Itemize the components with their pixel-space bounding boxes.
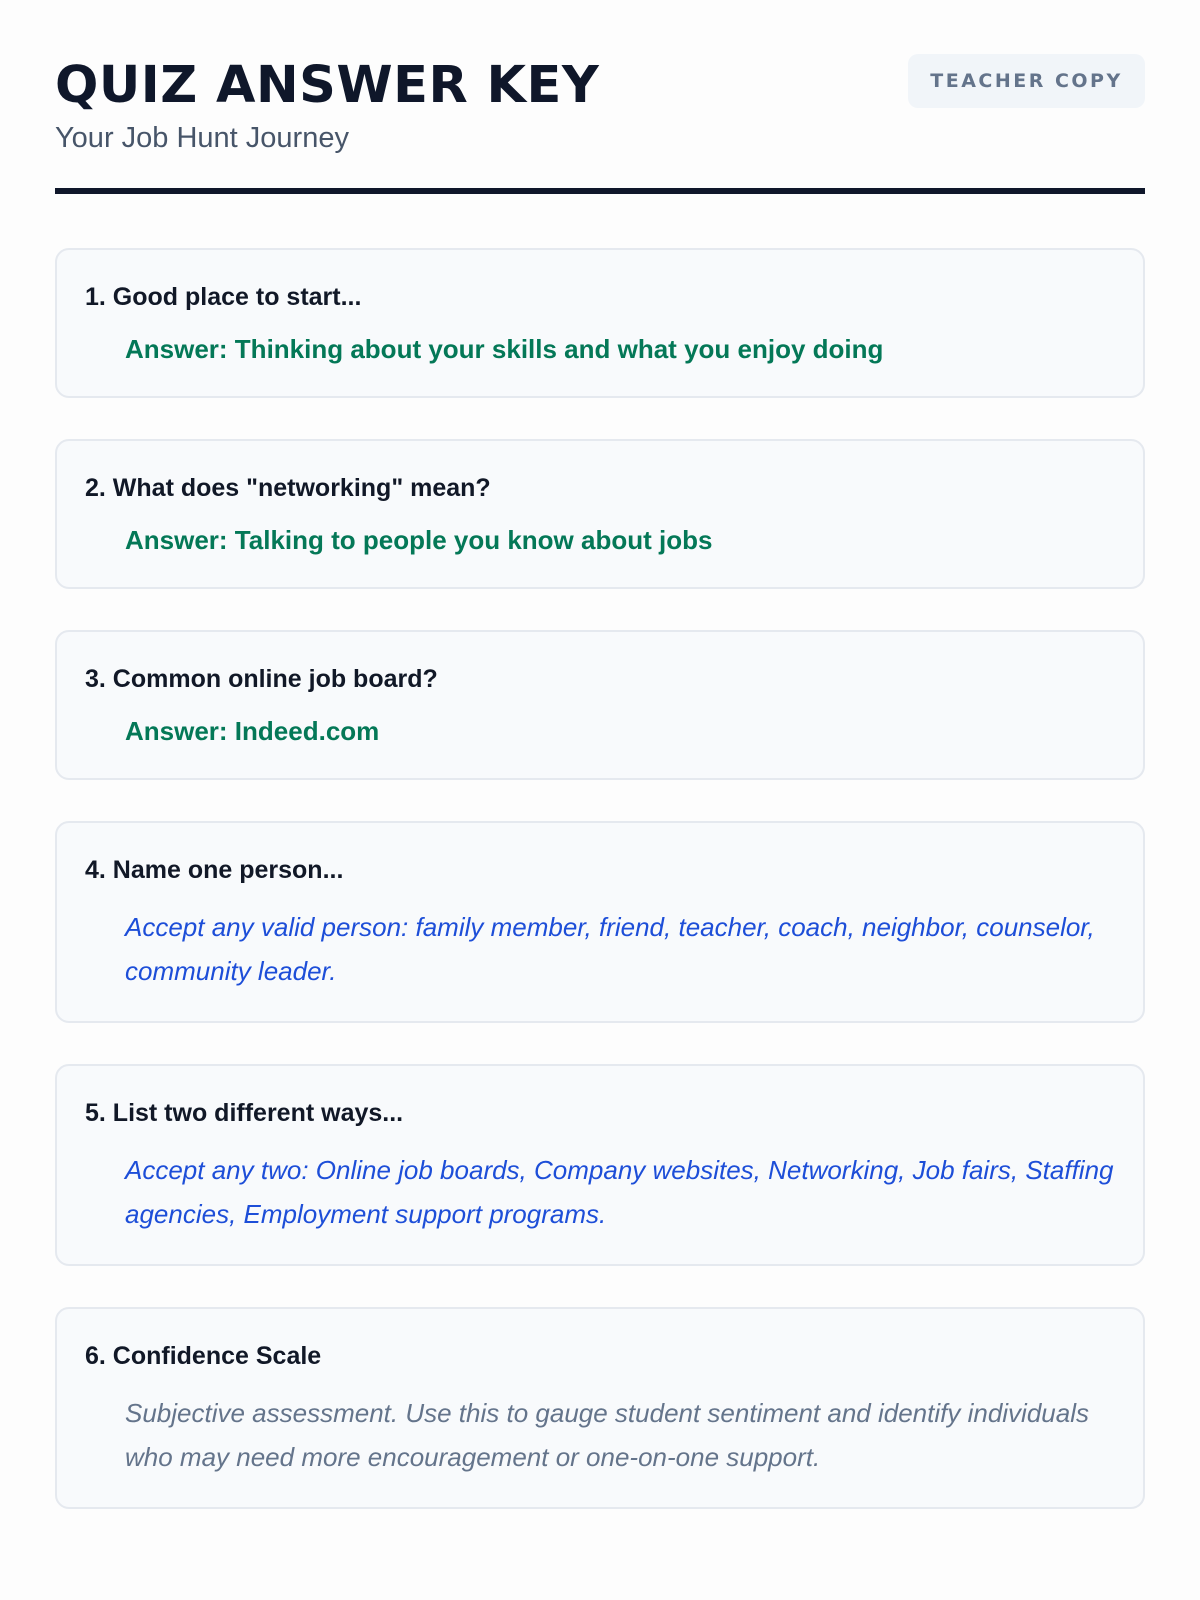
question-label: 3. Common online job board? [85,665,438,693]
page-title: QUIZ ANSWER KEY [55,56,600,115]
question-card-2 [55,439,1145,589]
question-card-6 [55,1307,1145,1509]
answer-text: Answer: Thinking about your skills and what you enjoy doing [125,334,884,364]
answer-text: Answer: Talking to people you know about jobs [125,525,713,555]
question-label: 5. List two different ways... [85,1099,404,1127]
page-header [55,54,1145,194]
answer-note: Subjective assessment. Use this to gauge student sentiment and identify individuals who may need more encouragement or one-on-one support. [125,1398,1089,1472]
question-label: 2. What does "networking" mean? [85,474,491,502]
question-card-3 [55,630,1145,780]
answer-guidance: Accept any two: Online job boards, Company websites, Networking, Job fairs, Staffing agencies, Employment support programs. [125,1155,1114,1229]
teacher-copy-badge: TEACHER COPY [908,54,1145,108]
answer-text: Answer: Indeed.com [125,716,380,746]
question-list [55,248,1145,1509]
question-card-4 [55,821,1145,1023]
question-label: 1. Good place to start... [85,283,362,311]
question-label: 6. Confidence Scale [85,1342,322,1370]
page-subtitle: Your Job Hunt Journey [55,122,349,154]
question-label: 4. Name one person... [85,856,344,884]
answer-guidance: Accept any valid person: family member, friend, teacher, coach, neighbor, counselor, community leader. [125,912,1095,986]
question-card-5 [55,1064,1145,1266]
question-card-1 [55,248,1145,398]
